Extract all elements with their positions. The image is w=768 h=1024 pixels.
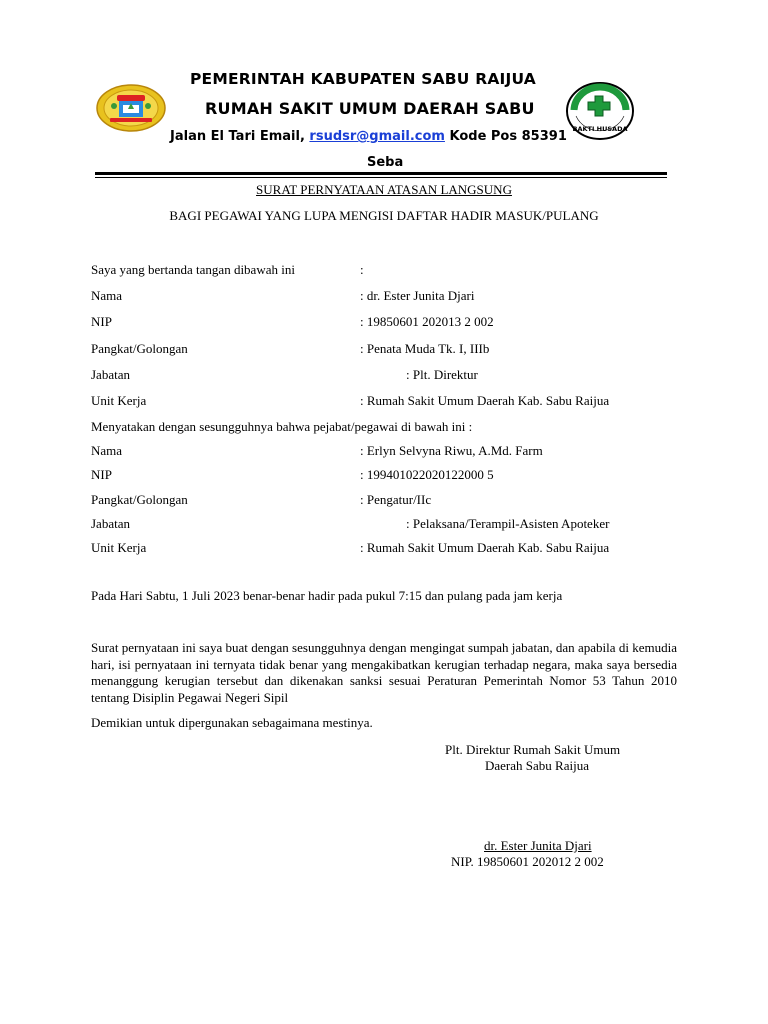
signer-unit-label: Unit Kerja [91,393,147,408]
signer-rank-label: Pangkat/Golongan [91,341,188,356]
signature-position-line1: Plt. Direktur Rumah Sakit Umum [445,742,621,757]
statement-text: Menyatakan dengan sesungguhnya bahwa pejabat/pegawai di bawah ini : [91,419,473,434]
document-subtitle: BAGI PEGAWAI YANG LUPA MENGISI DAFTAR HADIR MASUK/PULANG [169,208,599,223]
attendance-text: Pada Hari Sabtu, 1 Juli 2023 benar-benar hadir pada pukul 7:15 dan pulang pada jam kerja [91,588,563,603]
address-prefix: Jalan El Tari Email, [170,129,305,144]
letterhead-divider-thin [95,177,667,178]
signer-unit-value: : Rumah Sakit Umum Daerah Kab. Sabu Raijua [360,393,610,408]
signature-name: dr. Ester Junita Djari [484,838,592,853]
employee-unit-label: Unit Kerja [91,540,147,555]
letterhead-address [170,129,567,144]
intro-colon: : [360,262,364,277]
signer-name-value: : dr. Ester Junita Djari [360,288,475,303]
email-link[interactable]: rsudsr@gmail.com [309,129,445,144]
employee-nip-label: NIP [91,467,112,482]
signer-rank-value: : Penata Muda Tk. I, IIIb [360,341,490,356]
signer-position-value: : Plt. Direktur [406,367,478,382]
employee-unit-value: : Rumah Sakit Umum Daerah Kab. Sabu Raijua [360,540,610,555]
document-title: SURAT PERNYATAAN ATASAN LANGSUNG [256,182,512,197]
signer-name-label: Nama [91,288,123,303]
employee-name-value: : Erlyn Selvyna Riwu, A.Md. Farm [360,443,543,458]
employee-rank-value: : Pengatur/IIc [360,492,432,507]
letterhead-divider-thick [95,172,667,175]
declaration-paragraph: Surat pernyataan ini saya buat dengan sesungguhnya dengan mengingat sumpah jabatan, dan apabila di kemudia hari, isi pernyataan ini ternyata tidak benar yang mengakibatkan kerugian terhadap negara, maka saya bersedia menanggung kerugian tersebut dan dikenakan sanksi sesuai Peraturan Pemerintah Nomor 53 Tahun 2010 tentang Disiplin Pegawai Negeri Sipil [91,640,677,705]
employee-nip-value: : 199401022020122000 5 [360,467,494,482]
regency-emblem-icon [96,84,166,132]
employee-name-label: Nama [91,443,123,458]
letterhead-hospital: RUMAH SAKIT UMUM DAERAH SABU [205,99,535,118]
letterhead-government: PEMERINTAH KABUPATEN SABU RAIJUA [190,70,536,88]
closing-text: Demikian untuk dipergunakan sebagaimana mestinya. [91,715,373,730]
logo-text: BAKTI HUSADA [572,125,628,133]
signature-position-line2: Daerah Sabu Raijua [485,758,589,773]
signer-position-label: Jabatan [91,367,130,382]
signer-nip-label: NIP [91,314,112,329]
employee-position-label: Jabatan [91,516,130,531]
signature-nip: NIP. 19850601 202012 2 002 [451,854,604,869]
employee-position-value: : Pelaksana/Terampil-Asisten Apoteker [406,516,610,531]
address-suffix: Kode Pos 85391 [449,129,567,144]
employee-rank-label: Pangkat/Golongan [91,492,188,507]
intro-label: Saya yang bertanda tangan dibawah ini [91,262,295,277]
letterhead-city: Seba [367,155,404,170]
signer-nip-value: : 19850601 202013 2 002 [360,314,494,329]
bakti-husada-logo-icon [564,80,636,142]
